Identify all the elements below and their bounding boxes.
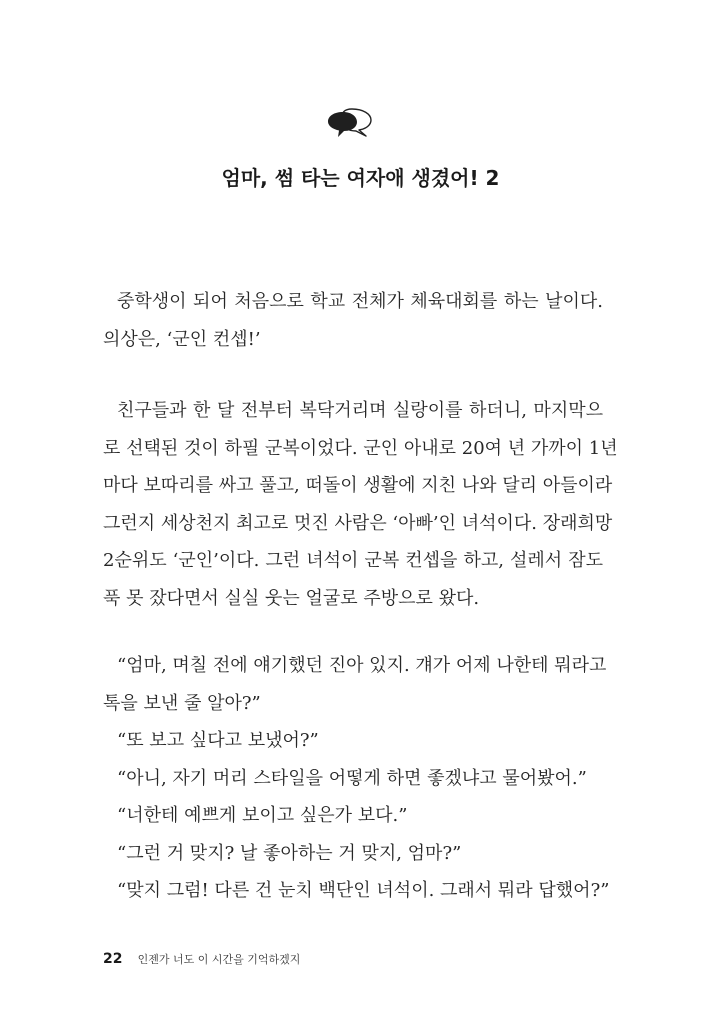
text-line: 중학생이 되어 처음으로 학교 전체가 체육대회를 하는 날이다. bbox=[117, 291, 603, 312]
book-title: 인젠가 너도 이 시간을 기억하겠지 bbox=[137, 953, 301, 966]
text-line: 푹 못 잤다면서 실실 웃는 얼굴로 주방으로 왔다. bbox=[103, 587, 480, 609]
page-footer bbox=[103, 948, 300, 967]
text-line: “맞지 그럼! 다른 건 눈치 백단인 녀석이. 그래서 뭐라 답했어?” bbox=[117, 880, 610, 901]
text-line: 로 선택된 것이 하필 군복이었다. 군인 아내로 20여 년 가까이 1년 bbox=[103, 437, 618, 459]
text-line: 그런지 세상천지 최고로 멋진 사람은 ‘아빠’인 녀석이다. 장래희망 bbox=[103, 512, 613, 534]
paragraph-1 bbox=[103, 283, 603, 358]
text-line: 2순위도 ‘군인’이다. 그런 녀석이 군복 컨셉을 하고, 설레서 잠도 bbox=[103, 550, 603, 571]
page-number: 22 bbox=[103, 951, 123, 967]
text-line: 마다 보따리를 싸고 풀고, 떠돌이 생활에 지친 나와 달리 아들이라 bbox=[103, 475, 613, 496]
text-line: 친구들과 한 달 전부터 복닥거리며 실랑이를 하더니, 마지막으 bbox=[117, 400, 603, 421]
text-line: “아니, 자기 머리 스타일을 어떻게 하면 좋겠냐고 물어봤어.” bbox=[117, 767, 587, 789]
text-line: “너한테 예쁘게 보이고 싶은가 보다.” bbox=[117, 805, 408, 826]
chapter-title: 엄마, 썸 타는 여자애 생겼어! 2 bbox=[221, 166, 500, 190]
text-line: 톡을 보낸 줄 알아?” bbox=[103, 692, 261, 714]
text-line: “그런 거 맞지? 날 좋아하는 거 맞지, 엄마?” bbox=[117, 842, 462, 864]
text-line: “또 보고 싶다고 보냈어?” bbox=[117, 730, 319, 751]
text-line: 의상은, ‘군인 컨셉!’ bbox=[103, 328, 261, 350]
paragraph-3 bbox=[103, 647, 610, 910]
speech-bubbles-icon bbox=[326, 106, 374, 138]
text-line: “엄마, 며칠 전에 얘기했던 진아 있지. 걔가 어제 나한테 뭐라고 bbox=[117, 655, 607, 676]
paragraph-2 bbox=[103, 392, 618, 617]
